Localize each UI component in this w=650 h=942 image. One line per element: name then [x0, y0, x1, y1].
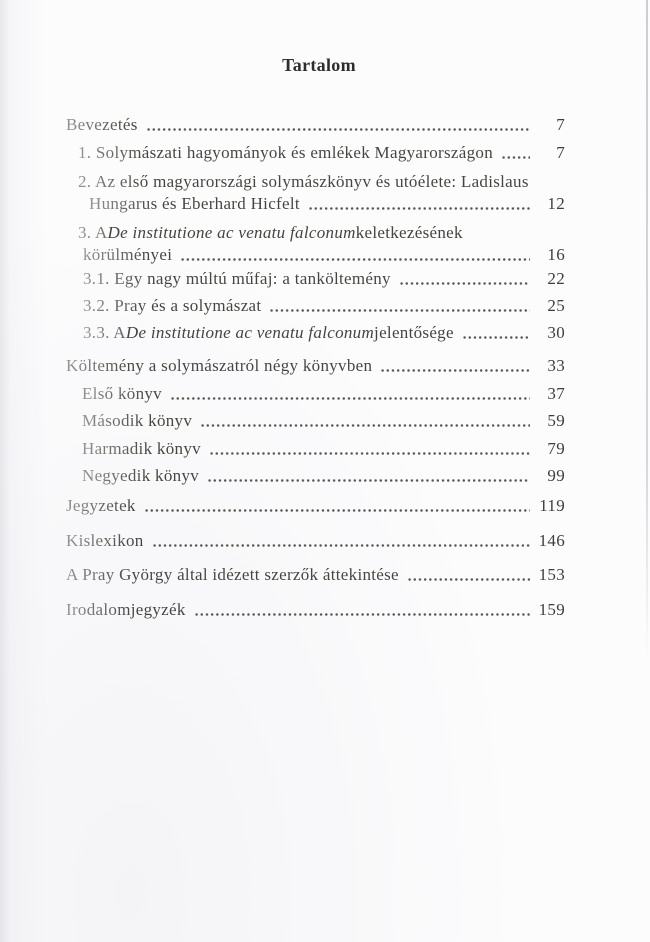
table-of-contents	[66, 0, 565, 942]
toc-entry-label-continued: Hungarus és Eberhard Hicfelt	[89, 194, 300, 213]
toc-page-number: 37	[547, 384, 565, 403]
toc-entry-label: Második könyv	[82, 411, 193, 430]
toc-entry-label: 1. Solymászati hagyományok és emlékek Magyarországon	[78, 143, 493, 162]
dot-leader	[144, 508, 530, 513]
toc-entry-label: A Pray György által idézett szerzők áttekintése	[66, 565, 399, 584]
toc-entry	[66, 530, 565, 552]
dot-leader	[207, 478, 530, 483]
toc-entry	[66, 355, 565, 377]
dot-leader	[501, 155, 530, 160]
toc-entry	[66, 564, 565, 586]
dot-leader	[200, 423, 530, 428]
toc-page-number: 22	[547, 269, 565, 288]
toc-page-number: 30	[547, 323, 565, 342]
toc-entry	[66, 465, 565, 487]
dot-leader	[180, 257, 530, 262]
toc-page-number: 12	[547, 194, 565, 213]
toc-page-number: 159	[538, 600, 565, 619]
toc-entry	[66, 599, 565, 621]
dot-leader	[146, 127, 530, 132]
dot-leader	[399, 281, 530, 286]
toc-page-number: 16	[547, 245, 565, 264]
page-title: Tartalom	[282, 55, 356, 75]
toc-entry	[66, 495, 565, 517]
toc-entry-label: 3.1. Egy nagy múltú műfaj: a tanköltemény	[83, 269, 391, 288]
dot-leader	[462, 335, 530, 340]
toc-entry-label-italic: De institutione ac venatu falconum	[107, 223, 356, 242]
toc-entry	[66, 438, 565, 460]
dot-leader	[407, 577, 530, 582]
toc-page-number: 79	[547, 439, 565, 458]
toc-entry	[66, 114, 565, 136]
toc-entry-label: 3.3. A	[83, 323, 126, 342]
toc-entry-label: Jegyzetek	[66, 496, 136, 515]
dot-leader	[152, 543, 530, 548]
toc-entry-label-suffix: keletkezésének	[355, 223, 463, 242]
toc-page-number: 25	[547, 296, 565, 315]
toc-page-number: 33	[547, 356, 565, 375]
dot-leader	[308, 206, 530, 211]
toc-entry	[66, 142, 565, 164]
scan-edge-line	[646, 0, 648, 660]
toc-page-number: 7	[556, 115, 565, 134]
toc-entry-label: Irodalomjegyzék	[66, 600, 186, 619]
dot-leader	[170, 396, 530, 401]
toc-page-number: 99	[547, 466, 565, 485]
dot-leader	[209, 451, 530, 456]
toc-page-number: 7	[556, 143, 565, 162]
toc-page-number: 59	[547, 411, 565, 430]
toc-entry-label-suffix: jelentősége	[374, 323, 454, 342]
toc-entry-label-italic: De institutione ac venatu falconum	[125, 323, 375, 342]
toc-entry	[66, 383, 565, 405]
dot-leader	[380, 368, 530, 373]
toc-entry	[66, 322, 565, 344]
toc-entry-label: Első könyv	[82, 384, 162, 403]
dot-leader	[269, 308, 530, 313]
toc-entry	[66, 410, 565, 432]
toc-entry-label-continued: körülményei	[83, 245, 173, 264]
toc-entry-label: Költemény a solymászatról négy könyvben	[66, 356, 373, 375]
toc-entry-label: Harmadik könyv	[82, 439, 201, 458]
toc-entry	[66, 222, 565, 266]
toc-page-number: 146	[538, 531, 565, 550]
toc-entry-label: 2. Az első magyarországi solymászkönyv és utóélete: Ladislaus	[78, 172, 529, 191]
toc-entry	[66, 295, 565, 317]
toc-entry-label: Negyedik könyv	[82, 466, 200, 485]
toc-entry-label: Bevezetés	[66, 115, 138, 134]
toc-entry-label: 3.2. Pray és a solymászat	[83, 296, 262, 315]
toc-page-number: 153	[538, 565, 565, 584]
dot-leader	[194, 612, 530, 617]
toc-entry	[66, 171, 565, 215]
toc-page-number: 119	[539, 496, 565, 515]
toc-entry-label: Kislexikon	[66, 531, 144, 550]
toc-entry	[66, 268, 565, 290]
toc-entry-label: 3. A	[78, 223, 108, 242]
